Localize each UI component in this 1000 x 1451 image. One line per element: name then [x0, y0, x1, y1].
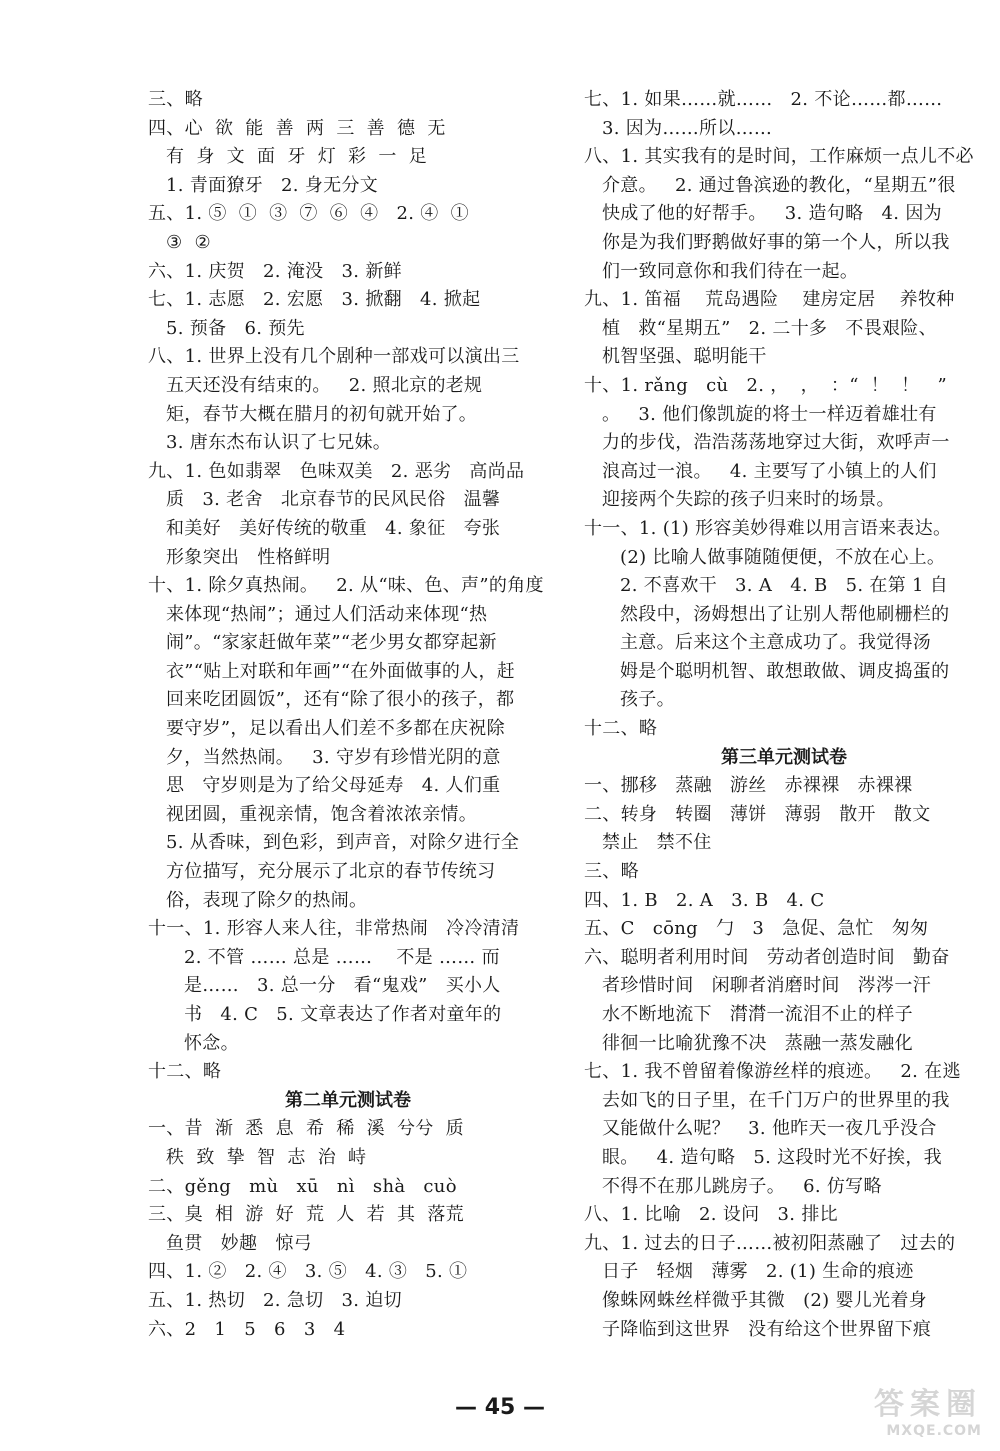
answer-line: 徘徊一比喻犹豫不决 蒸融一蒸发融化 [602, 1032, 913, 1054]
answer-line: 孩子。 [620, 689, 675, 711]
answer-line: 2. 不喜欢干 3. A 4. B 5. 在第 1 自 [620, 575, 949, 597]
answer-line: 三、略 [148, 89, 203, 110]
answer-line: 六、1. 庆贺 2. 淹没 3. 新鲜 [148, 260, 402, 282]
answer-line: 八、1. 其实我有的是时间，工作麻烦一点儿不必 [584, 146, 974, 168]
answer-line: 十二、略 [148, 1061, 222, 1083]
answer-line: 3. 唐东杰布认识了七兄妹。 [166, 432, 392, 454]
answer-line: 五天还没有结束的。 2. 照北京的老规 [166, 374, 483, 396]
answer-line: 九、1. 色如翡翠 色味双美 2. 恶劣 高尚品 [148, 460, 525, 482]
answer-line: 五、1. ⑤ ① ③ ⑦ ⑥ ④ 2. ④ ① [148, 203, 469, 225]
answer-line: 秩 致 挚 智 志 治 峙 [166, 1146, 367, 1168]
answer-line: 2. 不管 …… 总是 …… 不是 …… 而 [184, 946, 500, 968]
answer-line: 质 3. 老舍 北京春节的民风民俗 温馨 [166, 489, 501, 511]
answer-line: 九、1. 笛福 荒岛遇险 建房定居 养牧种 [584, 289, 955, 311]
answer-line: 日子 轻烟 薄雾 2. (1) 生命的痕迹 [602, 1261, 914, 1283]
answer-line: 衣”“贴上对联和年画”“在外面做事的人，赶 [166, 660, 516, 682]
answer-line: 主意。后来这个主意成功了。我觉得汤 [620, 632, 932, 654]
answer-line: 思 守岁则是为了给父母延寿 4. 人们重 [166, 775, 501, 797]
answer-line: 然段中，汤姆想出了让别人帮他刷栅栏的 [620, 603, 950, 625]
answer-line: 去如飞的日子里，在千门万户的世界里的我 [602, 1089, 950, 1111]
answer-line: 像蛛网蛛丝样微乎其微 (2) 婴儿光着身 [602, 1289, 927, 1311]
answer-line: 十一、1. (1) 形容美妙得难以用言语来表达。 [584, 517, 952, 539]
answer-line: 俗，表现了除夕的热闹。 [166, 889, 368, 911]
answer-line: 矩，春节大概在腊月的初旬就开始了。 [166, 403, 478, 425]
answer-line: 一、昔 渐 悉 息 希 稀 溪 兮兮 质 [148, 1118, 464, 1140]
section-title: 第二单元测试卷 [285, 1089, 411, 1111]
answer-line: 十、1. 除夕真热闹。 2. 从“味、色、声”的角度 [148, 575, 544, 597]
answer-line: 你是为我们野鹅做好事的第一个人，所以我 [602, 231, 950, 253]
answer-line: 鱼贯 妙趣 惊弓 [166, 1232, 312, 1254]
answer-line: 三、臭 相 游 好 荒 人 若 其 落荒 [148, 1204, 464, 1226]
answer-line: (2) 比喻人做事随随便便，不放在心上。 [620, 546, 946, 568]
answer-line: 5. 从香味，到色彩，到声音，对除夕进行全 [166, 832, 520, 854]
answer-line: 子降临到这世界 没有给这个世界留下痕 [602, 1318, 932, 1340]
answer-line: 3. 因为……所以…… [602, 117, 773, 139]
answer-line: 禁止 禁不住 [602, 832, 712, 854]
answer-line: 们一致同意你和我们待在一起。 [602, 260, 859, 282]
answer-line: 有 身 文 面 牙 灯 彩 一 足 [166, 146, 428, 168]
answer-line: 十、1. rǎng cù 2. ， ， ：“ ！ ！ ” [584, 374, 947, 396]
answer-line: 视团圆，重视亲情，饱含着浓浓亲情。 [166, 803, 478, 825]
answer-line: 闹”。“家家赶做年菜”“老少男女都穿起新 [166, 632, 497, 654]
answer-line: 四、心 欲 能 善 两 三 善 德 无 [148, 117, 446, 139]
answer-line: 姆是个聪明机智、敢想敢做、调皮捣蛋的 [620, 660, 950, 682]
answer-line: 力的步伐，浩浩荡荡地穿过大街，欢呼声一 [602, 432, 950, 454]
watermark-logo [832, 1379, 982, 1441]
answer-line: 书 4. C 5. 文章表达了作者对童年的 [184, 1004, 502, 1025]
answer-line: 九、1. 过去的日子……被初阳蒸融了 过去的 [584, 1232, 956, 1254]
answer-line: 七、1. 志愿 2. 宏愿 3. 掀翻 4. 掀起 [148, 289, 481, 311]
answer-line: 是…… 3. 总一分 看“鬼戏” 买小人 [184, 975, 501, 997]
answer-line: 五、1. 热切 2. 急切 3. 迫切 [148, 1289, 402, 1311]
answer-line: 十二、略 [584, 718, 658, 740]
answer-line: 二、gěng mù xū nì shà cuò [148, 1175, 457, 1197]
answer-line: 形象突出 性格鲜明 [166, 546, 331, 568]
answer-line: 二、转身 转圈 薄饼 薄弱 散开 散文 [584, 803, 931, 825]
answer-line: 5. 预备 6. 预先 [166, 317, 305, 339]
answer-line: 四、1. ② 2. ④ 3. ⑤ 4. ③ 5. ① [148, 1261, 468, 1283]
page-number: — 45 — [455, 1395, 545, 1420]
answer-line: 植 救“星期五” 2. 二十多 不畏艰险、 [602, 317, 937, 339]
answer-line: 四、1. B 2. A 3. B 4. C [584, 889, 825, 911]
answer-line: 水不断地流下 潸潸一流泪不止的样子 [602, 1004, 913, 1025]
answer-line: 机智坚强、聪明能干 [602, 346, 767, 368]
right-column [584, 86, 984, 1344]
answer-line: 八、1. 世界上没有几个剧种一部戏可以演出三 [148, 346, 520, 368]
answer-line: 不得不在那儿跳房子。 6. 仿写略 [602, 1175, 882, 1197]
watermark-text: 答案圈 [874, 1387, 982, 1422]
answer-line: 要守岁”，足以看出人们差不多都在庆祝除 [166, 718, 505, 740]
answer-line: 介意。 2. 通过鲁滨逊的教化，“星期五”很 [602, 174, 956, 196]
answer-line: 七、1. 如果……就…… 2. 不论……都…… [584, 89, 943, 110]
answer-line: 方位描写，充分展示了北京的春节传统习 [166, 861, 496, 883]
answer-line: 浪高过一浪。 4. 主要写了小镇上的人们 [602, 460, 937, 482]
answer-line: 一、挪移 蒸融 游丝 赤裸裸 赤裸裸 [584, 775, 913, 797]
left-column [148, 86, 548, 1344]
answer-line: ③ ② [166, 231, 211, 253]
answer-line: 七、1. 我不曾留着像游丝样的痕迹。 2. 在逃 [584, 1061, 961, 1083]
answer-line: 夕，当然热闹。 3. 守岁有珍惜光阴的意 [166, 746, 501, 768]
answer-line: 怀念。 [184, 1032, 239, 1054]
answer-line: 三、略 [584, 861, 639, 883]
answer-line: 六、聪明者利用时间 劳动者创造时间 勤奋 [584, 946, 950, 968]
answer-line: 眼。 4. 造句略 5. 这段时光不好挨，我 [602, 1146, 942, 1168]
answer-line: 六、2 1 5 6 3 4 [148, 1318, 346, 1340]
answer-line: 1. 青面獠牙 2. 身无分文 [166, 174, 379, 196]
answer-line: 快成了他的好帮手。 3. 造句略 4. 因为 [602, 203, 942, 225]
watermark-domain: MXQE.COM [886, 1423, 982, 1439]
section-title: 第三单元测试卷 [721, 746, 847, 768]
answer-line: 和美好 美好传统的敬重 4. 象征 夸张 [166, 517, 501, 539]
answer-line: 回来吃团圆饭”，还有“除了很小的孩子，都 [166, 689, 515, 711]
answer-line: 五、C cōng 勹 3 急促、急忙 匆匆 [584, 918, 929, 940]
answer-line: 十一、1. 形容人来人往，非常热闹 冷冷清清 [148, 918, 520, 940]
answer-line: 迎接两个失踪的孩子归来时的场景。 [602, 489, 895, 511]
answer-line: 。 3. 他们像凯旋的将士一样迈着雄壮有 [602, 403, 937, 425]
answer-line: 来体现“热闹”；通过人们活动来体现“热 [166, 603, 488, 625]
answer-line: 又能做什么呢？ 3. 他昨天一夜几乎没合 [602, 1118, 937, 1140]
answer-line: 者珍惜时间 闲聊者消磨时间 涔涔一汗 [602, 975, 931, 997]
answer-line: 八、1. 比喻 2. 设问 3. 排比 [584, 1204, 838, 1226]
